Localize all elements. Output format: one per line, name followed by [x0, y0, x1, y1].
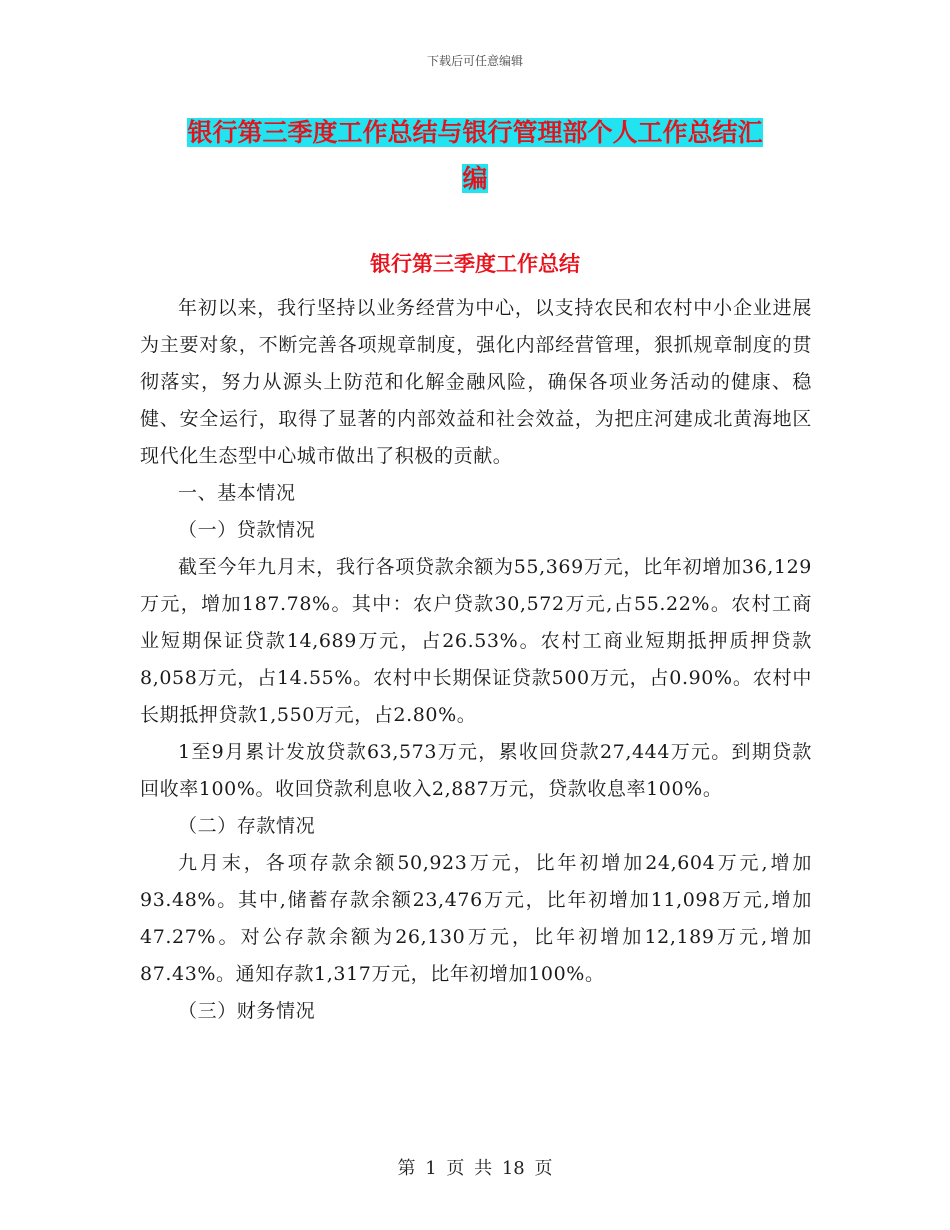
paragraph-loans: 截至今年九月末，我行各项贷款余额为55,369万元，比年初增加36,129万元，增加187.78%。其中：农户贷款30,572万元,占55.22%。农村工商业短期保证贷款14,689万元，占26.53%。农村工商业短期抵押质押贷款8,058万元，占14.55%。农村中长期保证贷款500万元，占0.90%。农村中长期抵押贷款1,550万元，占2.80%。	[140, 556, 812, 726]
document-title	[140, 110, 810, 202]
subheading-finance: （三）财务情况	[178, 1000, 316, 1022]
document-body	[140, 290, 812, 1030]
page-header-note: 下载后可任意编辑	[426, 54, 523, 68]
paragraph-deposits: 九月末，各项存款余额50,923万元，比年初增加24,604万元,增加93.48%。其中,储蓄存款余额23,476万元，比年初增加11,098万元,增加47.27%。对公存款余额为26,130万元，比年初增加12,189万元,增加87.43%。通知存款1,317万元，比年初增加100%。	[140, 852, 812, 985]
subheading-loans: （一）贷款情况	[178, 519, 316, 541]
document-title-line1: 银行第三季度工作总结与银行管理部个人工作总结汇	[187, 118, 763, 147]
page-footer: 第 1 页 共 18 页	[397, 1158, 553, 1179]
paragraph-loan-issuance: 1至9月累计发放贷款63,573万元，累收回贷款27,444万元。到期贷款回收率100%。收回贷款利息收入2,887万元，贷款收息率100%。	[140, 741, 812, 800]
document-title-line2: 编	[462, 164, 488, 193]
subheading-deposits: （二）存款情况	[178, 815, 316, 837]
paragraph-intro: 年初以来，我行坚持以业务经营为中心，以支持农民和农村中小企业进展为主要对象，不断完善各项规章制度，强化内部经营管理，狠抓规章制度的贯彻落实，努力从源头上防范和化解金融风险，确保各项业务活动的健康、稳健、安全运行，取得了显著的内部效益和社会效益，为把庄河建成北黄海地区现代化生态型中心城市做出了积极的贡献。	[140, 297, 812, 467]
heading-basic-situation: 一、基本情况	[178, 482, 296, 504]
section-title: 银行第三季度工作总结	[370, 252, 580, 276]
